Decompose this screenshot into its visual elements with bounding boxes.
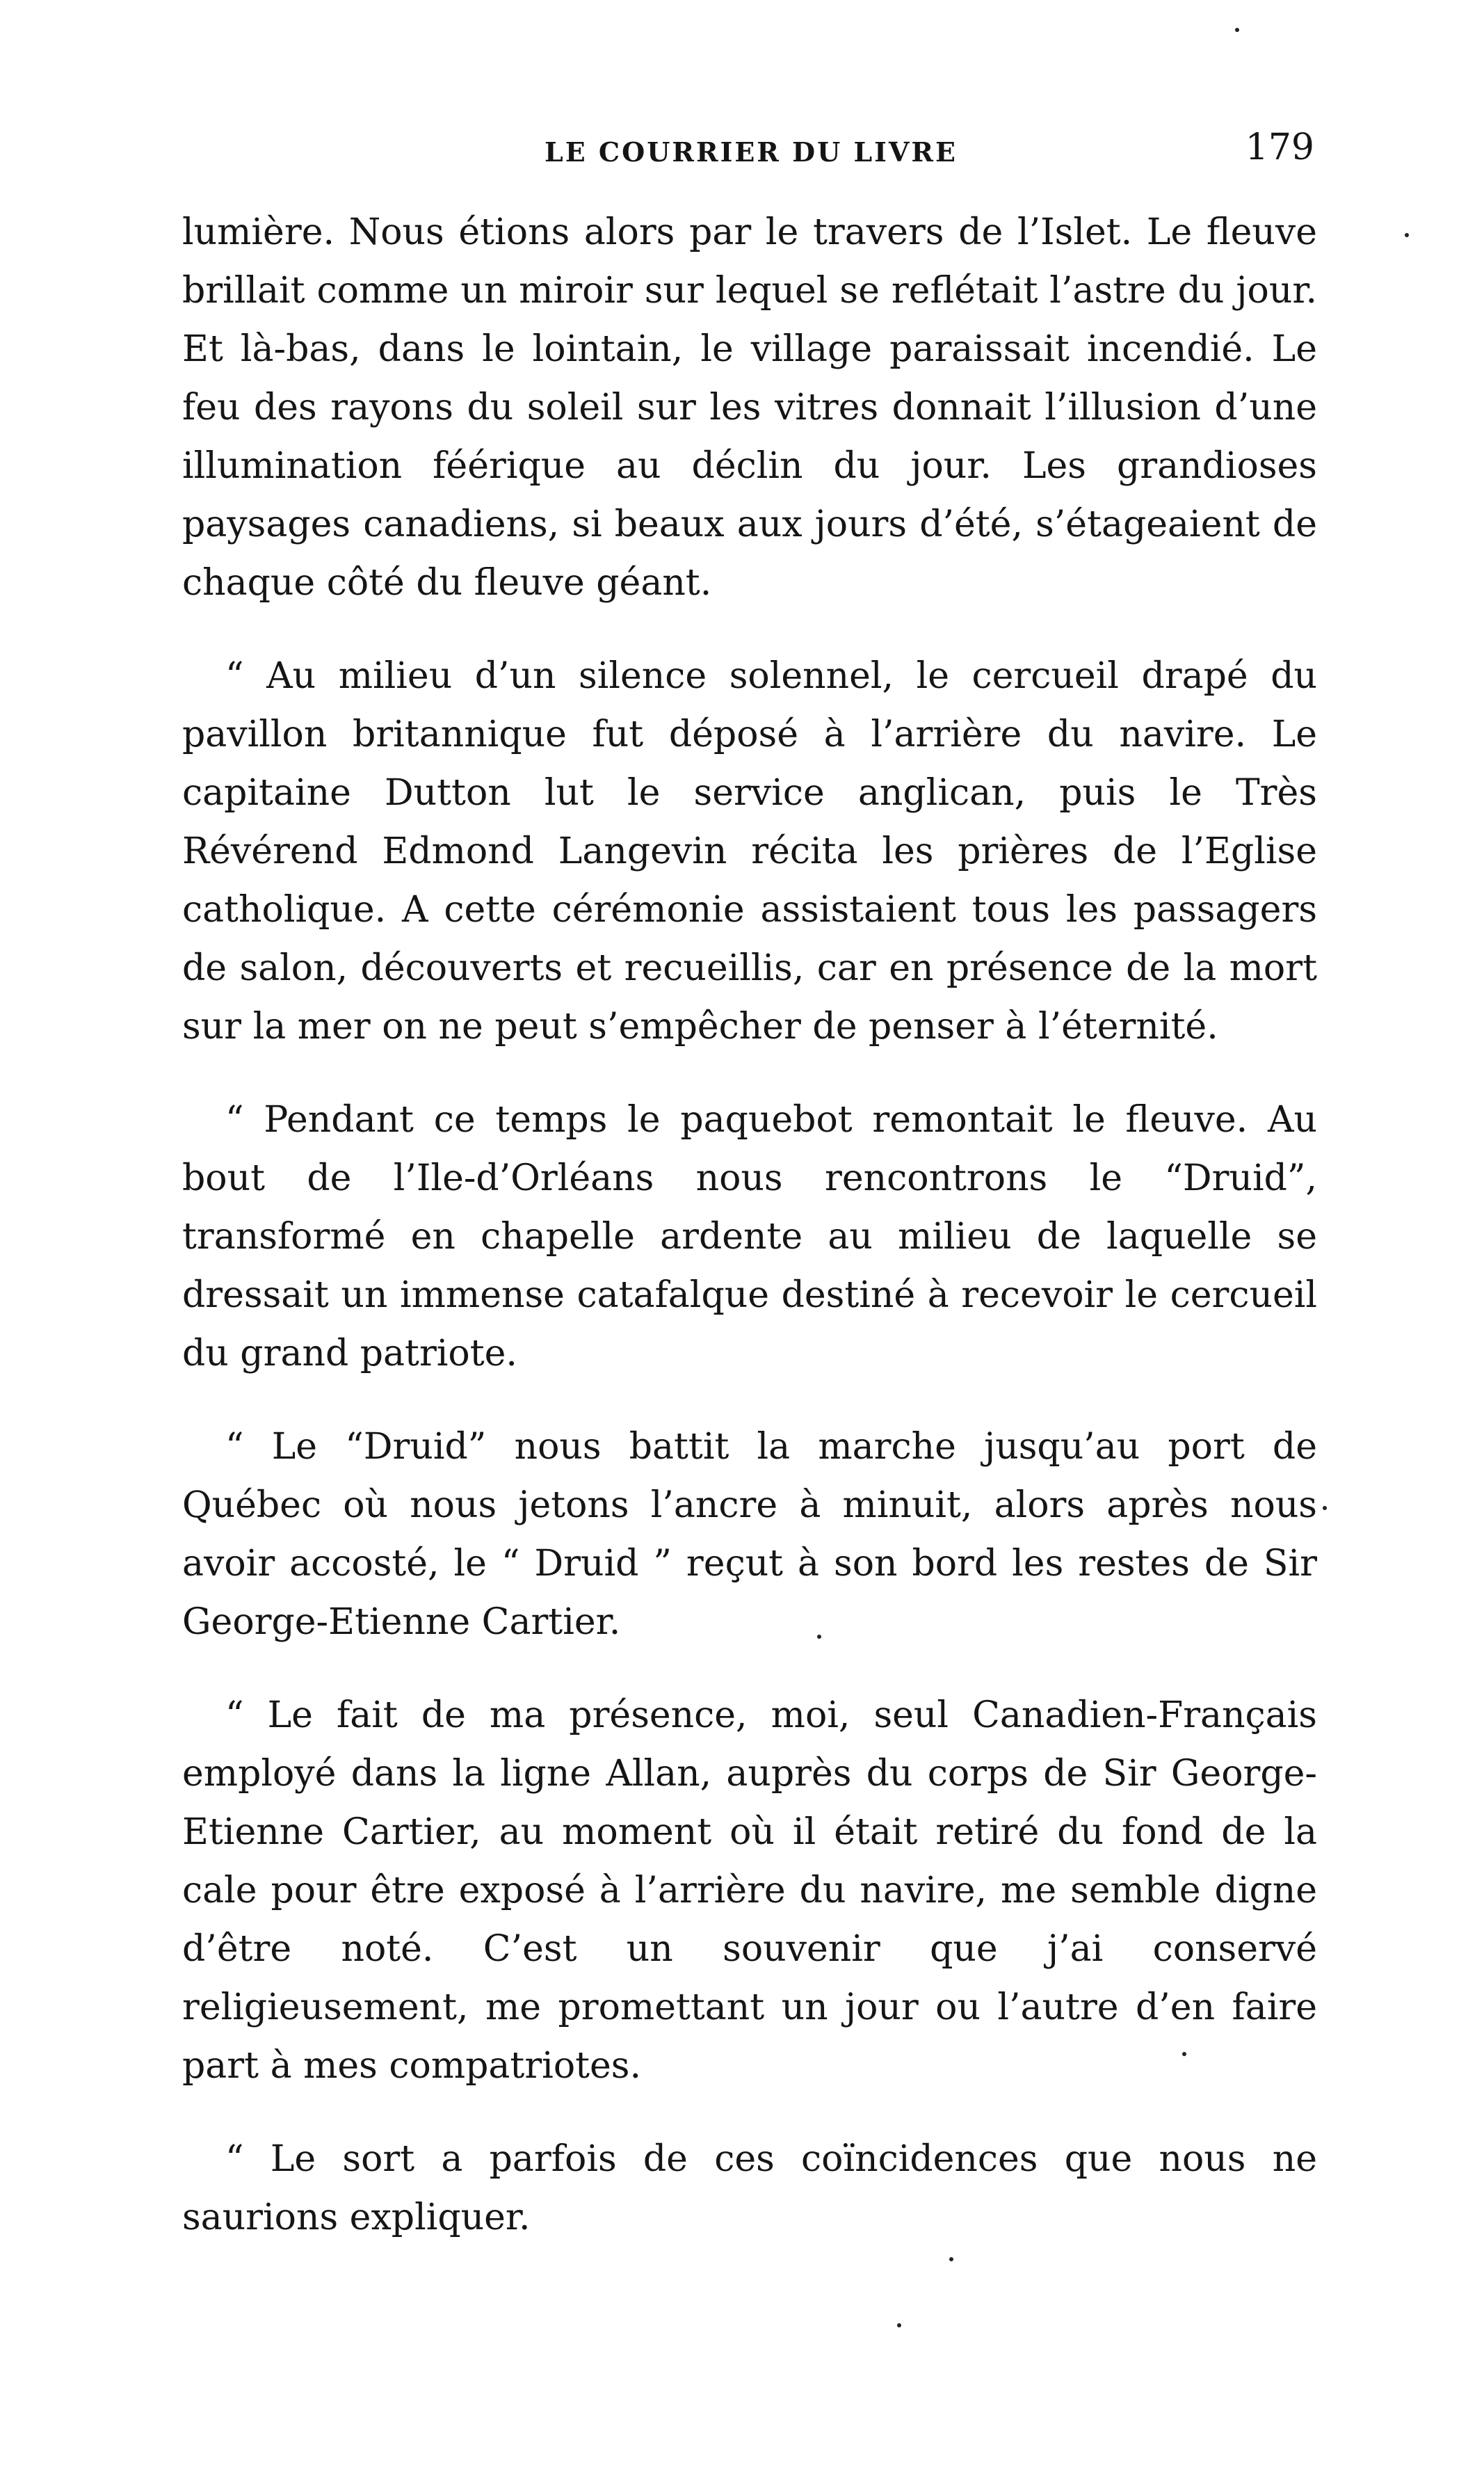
scan-speck [949,2257,953,2261]
scan-speck [817,1635,821,1639]
paragraph-funeral-ceremony: “ Au milieu d’un silence solennel, le cercueil drapé du pavillon britannique fut déposé à l’arrière du navire. Le capitaine Dutton lut le service anglican, puis le Très Révérend Edmond Langevin récita les prières de l’Eglise catholique. A cette cérémonie assistaient tous les passagers de salon, découverts et recueillis, car en présence de la mort sur la mer on ne peut s’empêcher de penser à l’éternité. [182,655,1317,1048]
paragraph-quebec-arrival: “ Le “Druid” nous battit la marche jusqu’au port de Québec où nous jetons l’ancre à minuit, alors après nous avoir accosté, le “ Druid ” reçut à son bord les restes de Sir George-Etienne Cartier. [182,1426,1317,1643]
running-header [188,124,1314,179]
scan-speck [1182,2052,1186,2056]
paragraph-personal-note: “ Le fait de ma présence, moi, seul Canadien-Français employé dans la ligne Allan, auprès du corps de Sir George-Etienne Cartier, au moment où il était retiré du fond de la cale pour être exposé à l’arrière du navire, me semble digne d’être noté. C’est un souvenir que j’ai conservé religieusement, me promettant un jour ou l’autre d’en faire part à mes compatriotes. [182,1694,1317,2087]
paragraph-coincidences: “ Le sort a parfois de ces coïncidences que nous ne saurions expliquer. [182,2138,1317,2238]
scan-speck [1235,28,1239,32]
scan-speck [1405,233,1409,237]
scan-speck [897,2323,901,2327]
body-text [182,203,1317,2281]
paragraph-continued: lumière. Nous étions alors par le travers de l’Islet. Le fleuve brillait comme un miroir sur lequel se reflétait l’astre du jour. Et là-bas, dans le lointain, le village paraissait incendié. Le feu des rayons du soleil sur les vitres donnait l’illusion d’une illumination féérique au déclin du jour. Les grandioses paysages canadiens, si beaux aux jours d’été, s’étageaient de chaque côté du fleuve géant. [182,211,1317,604]
running-title: LE COURRIER DU LIVRE [545,136,958,168]
scan-speck [1323,1506,1327,1510]
paragraph-druid-meeting: “ Pendant ce temps le paquebot remontait le fleuve. Au bout de l’Ile-d’Orléans nous rencontrons le “Druid”, transformé en chapelle ardente au milieu de laquelle se dressait un immense catafalque destiné à recevoir le cercueil du grand patriote. [182,1099,1317,1374]
page-number: 179 [1245,127,1314,168]
